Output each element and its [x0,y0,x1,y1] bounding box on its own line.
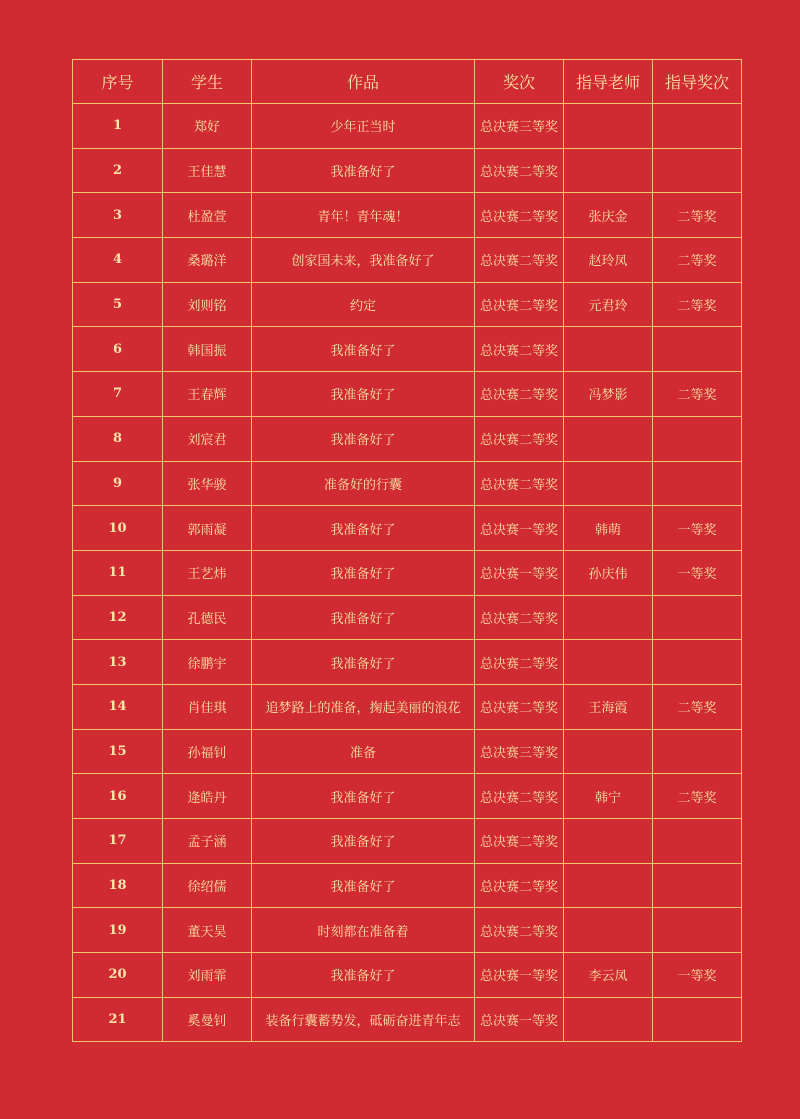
cell-teacher: 孙庆伟 [564,550,653,595]
cell-work: 我准备好了 [252,640,475,685]
cell-award: 总决赛二等奖 [475,461,564,506]
table-row [73,908,742,953]
table-row [73,327,742,372]
cell-teacher [564,997,653,1042]
cell-award: 总决赛二等奖 [475,908,564,953]
header-teacher-award: 指导奖次 [653,60,742,104]
cell-teacher-award: 二等奖 [653,774,742,819]
table-row [73,774,742,819]
cell-work: 我准备好了 [252,774,475,819]
cell-work: 我准备好了 [252,819,475,864]
cell-work: 我准备好了 [252,550,475,595]
cell-teacher-award: 二等奖 [653,372,742,417]
table-row [73,819,742,864]
cell-award: 总决赛二等奖 [475,863,564,908]
cell-student: 刘宸君 [163,416,252,461]
cell-no: 16 [73,774,163,819]
table-row [73,953,742,998]
cell-award: 总决赛三等奖 [475,104,564,149]
cell-teacher-award: 一等奖 [653,953,742,998]
award-table [72,59,742,1042]
table-row [73,550,742,595]
table-row [73,238,742,283]
cell-no: 5 [73,282,163,327]
table-row [73,148,742,193]
cell-student: 孙福钊 [163,729,252,774]
cell-award: 总决赛一等奖 [475,506,564,551]
cell-student: 徐鹏宇 [163,640,252,685]
cell-no: 2 [73,148,163,193]
cell-teacher-award [653,104,742,149]
cell-student: 奚曼钊 [163,997,252,1042]
cell-work: 我准备好了 [252,416,475,461]
cell-teacher-award [653,640,742,685]
cell-work: 我准备好了 [252,953,475,998]
cell-teacher-award [653,595,742,640]
cell-teacher: 元君玲 [564,282,653,327]
table-row [73,640,742,685]
cell-teacher [564,819,653,864]
cell-no: 3 [73,193,163,238]
cell-student: 孟子涵 [163,819,252,864]
cell-teacher [564,595,653,640]
cell-teacher [564,461,653,506]
cell-student: 王春辉 [163,372,252,417]
cell-award: 总决赛二等奖 [475,774,564,819]
cell-no: 14 [73,684,163,729]
cell-work: 青年！青年魂！ [252,193,475,238]
cell-no: 4 [73,238,163,283]
cell-student: 桑璐洋 [163,238,252,283]
header-work: 作品 [252,60,475,104]
cell-teacher-award [653,863,742,908]
cell-teacher: 韩宁 [564,774,653,819]
cell-teacher: 赵玲凤 [564,238,653,283]
cell-student: 韩国振 [163,327,252,372]
cell-no: 17 [73,819,163,864]
cell-teacher [564,729,653,774]
cell-award: 总决赛三等奖 [475,729,564,774]
cell-award: 总决赛二等奖 [475,595,564,640]
cell-award: 总决赛二等奖 [475,327,564,372]
table-body [73,104,742,1042]
cell-award: 总决赛二等奖 [475,193,564,238]
cell-work: 我准备好了 [252,148,475,193]
cell-no: 6 [73,327,163,372]
cell-award: 总决赛二等奖 [475,819,564,864]
cell-teacher-award [653,148,742,193]
cell-teacher: 冯梦影 [564,372,653,417]
header-no: 序号 [73,60,163,104]
cell-no: 9 [73,461,163,506]
cell-no: 7 [73,372,163,417]
cell-award: 总决赛二等奖 [475,148,564,193]
cell-teacher [564,416,653,461]
cell-award: 总决赛一等奖 [475,953,564,998]
cell-student: 徐绍儒 [163,863,252,908]
cell-teacher [564,640,653,685]
cell-work: 我准备好了 [252,506,475,551]
cell-student: 郭雨凝 [163,506,252,551]
cell-work: 约定 [252,282,475,327]
cell-work: 装备行囊蓄势发，砥砺奋进青年志 [252,997,475,1042]
table-header-row [73,60,742,104]
cell-student: 郑好 [163,104,252,149]
cell-student: 王佳慧 [163,148,252,193]
cell-teacher-award [653,819,742,864]
cell-no: 15 [73,729,163,774]
cell-teacher-award [653,327,742,372]
cell-teacher [564,863,653,908]
cell-teacher [564,908,653,953]
cell-no: 10 [73,506,163,551]
cell-student: 孔德民 [163,595,252,640]
cell-award: 总决赛一等奖 [475,997,564,1042]
cell-teacher: 韩萌 [564,506,653,551]
cell-teacher-award: 一等奖 [653,506,742,551]
cell-work: 我准备好了 [252,863,475,908]
cell-no: 1 [73,104,163,149]
table-row [73,461,742,506]
table-row [73,193,742,238]
cell-work: 我准备好了 [252,372,475,417]
cell-work: 追梦路上的准备，掬起美丽的浪花 [252,684,475,729]
table-row [73,104,742,149]
cell-no: 12 [73,595,163,640]
cell-work: 准备好的行囊 [252,461,475,506]
table-row [73,595,742,640]
cell-teacher-award [653,461,742,506]
cell-teacher: 李云凤 [564,953,653,998]
cell-work: 时刻都在准备着 [252,908,475,953]
cell-teacher [564,327,653,372]
cell-student: 杜盈萱 [163,193,252,238]
cell-work: 创家国未来，我准备好了 [252,238,475,283]
cell-award: 总决赛二等奖 [475,238,564,283]
cell-award: 总决赛二等奖 [475,416,564,461]
table-row [73,729,742,774]
cell-student: 王艺炜 [163,550,252,595]
cell-teacher: 张庆金 [564,193,653,238]
table-row [73,282,742,327]
cell-award: 总决赛二等奖 [475,282,564,327]
table-row [73,416,742,461]
cell-teacher-award: 二等奖 [653,282,742,327]
cell-no: 19 [73,908,163,953]
header-student: 学生 [163,60,252,104]
cell-student: 张华骏 [163,461,252,506]
cell-teacher: 王海霞 [564,684,653,729]
cell-no: 20 [73,953,163,998]
table-row [73,997,742,1042]
cell-student: 刘雨霏 [163,953,252,998]
cell-no: 21 [73,997,163,1042]
cell-award: 总决赛二等奖 [475,684,564,729]
cell-work: 少年正当时 [252,104,475,149]
cell-award: 总决赛一等奖 [475,550,564,595]
cell-work: 我准备好了 [252,595,475,640]
cell-work: 准备 [252,729,475,774]
cell-no: 8 [73,416,163,461]
cell-teacher-award: 二等奖 [653,684,742,729]
cell-student: 刘则铭 [163,282,252,327]
cell-work: 我准备好了 [252,327,475,372]
header-award: 奖次 [475,60,564,104]
cell-teacher-award [653,997,742,1042]
cell-teacher [564,148,653,193]
table-row [73,372,742,417]
cell-teacher-award: 二等奖 [653,238,742,283]
cell-no: 13 [73,640,163,685]
cell-teacher-award: 二等奖 [653,193,742,238]
cell-award: 总决赛二等奖 [475,640,564,685]
header-teacher: 指导老师 [564,60,653,104]
cell-student: 逄皓丹 [163,774,252,819]
cell-award: 总决赛二等奖 [475,372,564,417]
cell-no: 18 [73,863,163,908]
table-row [73,506,742,551]
table-row [73,863,742,908]
cell-no: 11 [73,550,163,595]
cell-teacher-award [653,416,742,461]
cell-teacher-award [653,729,742,774]
cell-student: 肖佳琪 [163,684,252,729]
cell-student: 董天昊 [163,908,252,953]
table-row [73,684,742,729]
cell-teacher-award [653,908,742,953]
cell-teacher [564,104,653,149]
cell-teacher-award: 一等奖 [653,550,742,595]
